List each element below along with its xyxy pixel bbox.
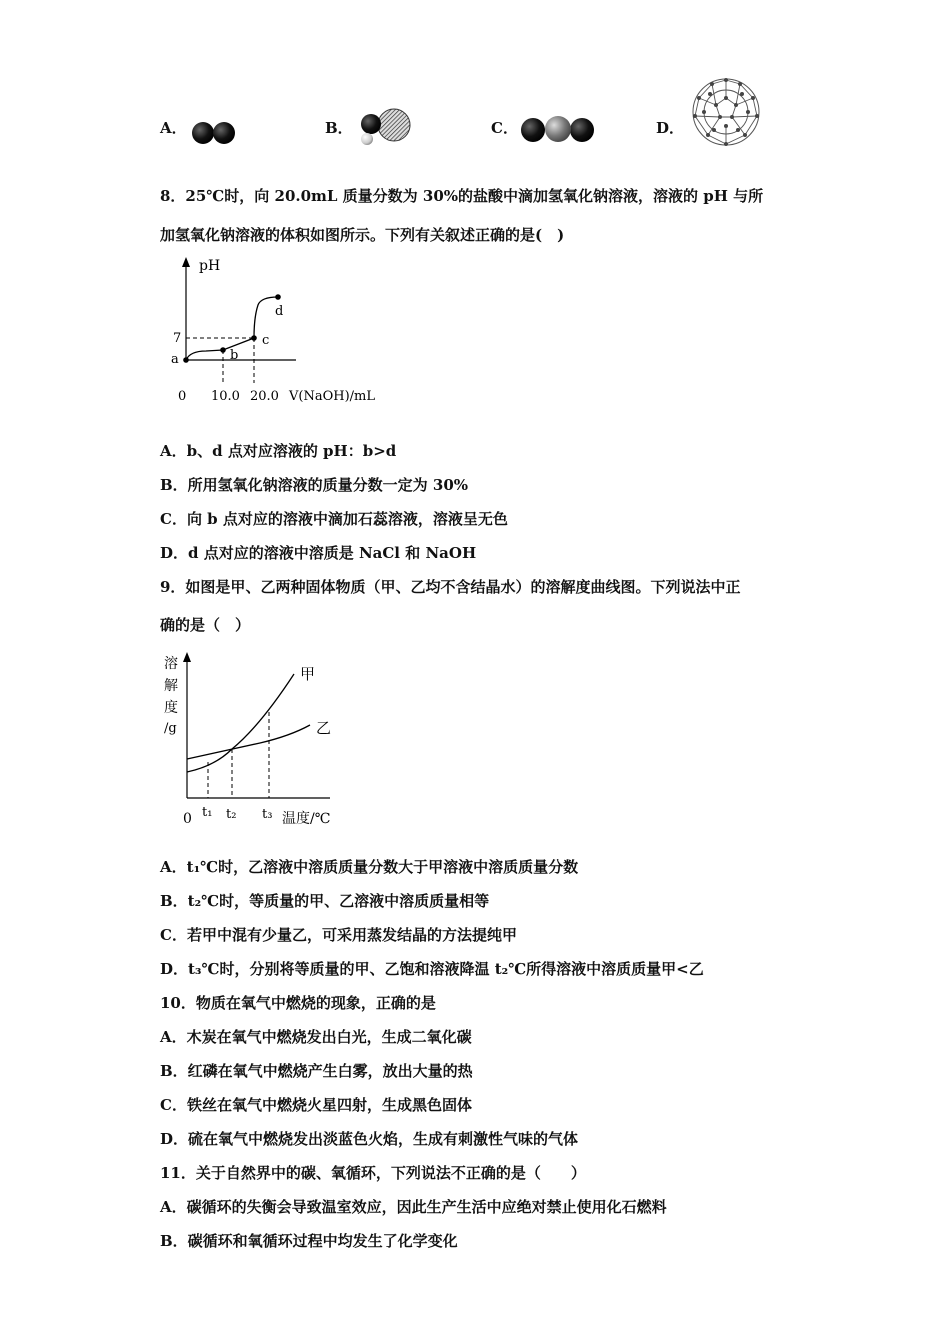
q7-option-b-label: B． [325,119,353,137]
q8-label-d: d [275,304,284,319]
q8-point-c [251,335,257,341]
q8-y-tick-7: 7 [173,331,182,346]
q8-ph-graph [166,255,396,410]
q10-option-d: D．硫在氧气中燃烧发出淡蓝色火焰，生成有刺激性气味的气体 [160,1130,579,1148]
q9-stem-line2: 确的是（ ） [160,616,251,634]
molecule-c-icon [520,114,598,146]
q10-stem: 10．物质在氧气中燃烧的现象，正确的是 [160,994,436,1012]
q8-label-a: a [171,352,179,367]
q9-x-label: 温度/℃ [282,811,331,827]
q9-curve-jia-label: 甲 [300,665,316,683]
q8-label-c: c [262,333,270,348]
q9-option-a: A．t₁℃时，乙溶液中溶质质量分数大于甲溶液中溶质质量分数 [160,858,579,876]
q8-point-a [183,357,189,363]
q9-x-tick-t2: t₂ [226,807,237,822]
q8-x-tick-0: 0 [178,389,187,404]
q9-x-tick-t1: t₁ [202,805,213,820]
q8-option-a: A．b、d 点对应溶液的 pH：b>d [160,442,397,460]
q8-x-tick-10: 10.0 [211,389,240,404]
q9-solubility-graph [160,648,350,830]
q7-option-a-label: A． [160,119,187,137]
q8-option-c: C．向 b 点对应的溶液中滴加石蕊溶液，溶液呈无色 [160,510,508,528]
q8-option-b: B．所用氢氧化钠溶液的质量分数一定为 30% [160,476,469,494]
q9-x-tick-t3: t₃ [262,807,273,822]
q9-option-b: B．t₂℃时，等质量的甲、乙溶液中溶质质量相等 [160,892,490,910]
q11-option-a: A．碳循环的失衡会导致温室效应，因此生产生活中应绝对禁止使用化石燃料 [160,1198,667,1216]
q11-stem: 11．关于自然界中的碳、氧循环，下列说法不正确的是（ ） [160,1164,586,1182]
q9-stem-line1: 9．如图是甲、乙两种固体物质（甲、乙均不含结晶水）的溶解度曲线图。下列说法中正 [160,578,741,596]
q9-option-d: D．t₃℃时，分别将等质量的甲、乙饱和溶液降温 t₂℃所得溶液中溶质质量甲<乙 [160,960,704,978]
molecule-b-icon [356,106,418,148]
fullerene-c60-icon [690,76,762,148]
q9-y-label-char-3: 度 [164,700,178,716]
q8-y-label: pH [199,258,221,274]
q8-x-tick-20: 20.0 [250,389,279,404]
q9-y-axis-arrow [183,652,191,662]
q8-label-b: b [230,348,239,363]
q9-curve-yi-label: 乙 [316,719,332,737]
q7-option-d-label: D． [656,119,685,137]
q7-option-c-label: C． [491,119,518,137]
q9-option-c: C．若甲中混有少量乙，可采用蒸发结晶的方法提纯甲 [160,926,517,944]
q8-x-label: V(NaOH)/mL [289,389,375,404]
q8-option-d: D．d 点对应的溶液中溶质是 NaCl 和 NaOH [160,544,477,562]
q8-stem-line1: 8．25℃时，向 20.0mL 质量分数为 30%的盐酸中滴加氢氧化钠溶液，溶液的 pH 与所 [160,187,764,205]
q9-curve-yi [187,725,310,759]
q9-curve-jia [187,674,294,772]
q8-y-axis-arrow [182,257,190,267]
q10-option-c: C．铁丝在氧气中燃烧火星四射，生成黑色固体 [160,1096,472,1114]
q8-stem-line2: 加氢氧化钠溶液的体积如图所示。下列有关叙述正确的是( ) [160,226,565,244]
q9-y-label-unit: /g [164,721,177,736]
molecule-a-icon [190,118,242,148]
q9-origin-label: 0 [183,811,192,827]
q9-y-label-char-1: 溶 [164,656,178,672]
q10-option-b: B．红磷在氧气中燃烧产生白雾，放出大量的热 [160,1062,473,1080]
q9-y-label-char-2: 解 [164,678,178,694]
q11-option-b: B．碳循环和氧循环过程中均发生了化学变化 [160,1232,458,1250]
q8-point-b [220,347,226,353]
q10-option-a: A．木炭在氧气中燃烧发出白光，生成二氧化碳 [160,1028,472,1046]
q8-point-d [275,294,281,300]
